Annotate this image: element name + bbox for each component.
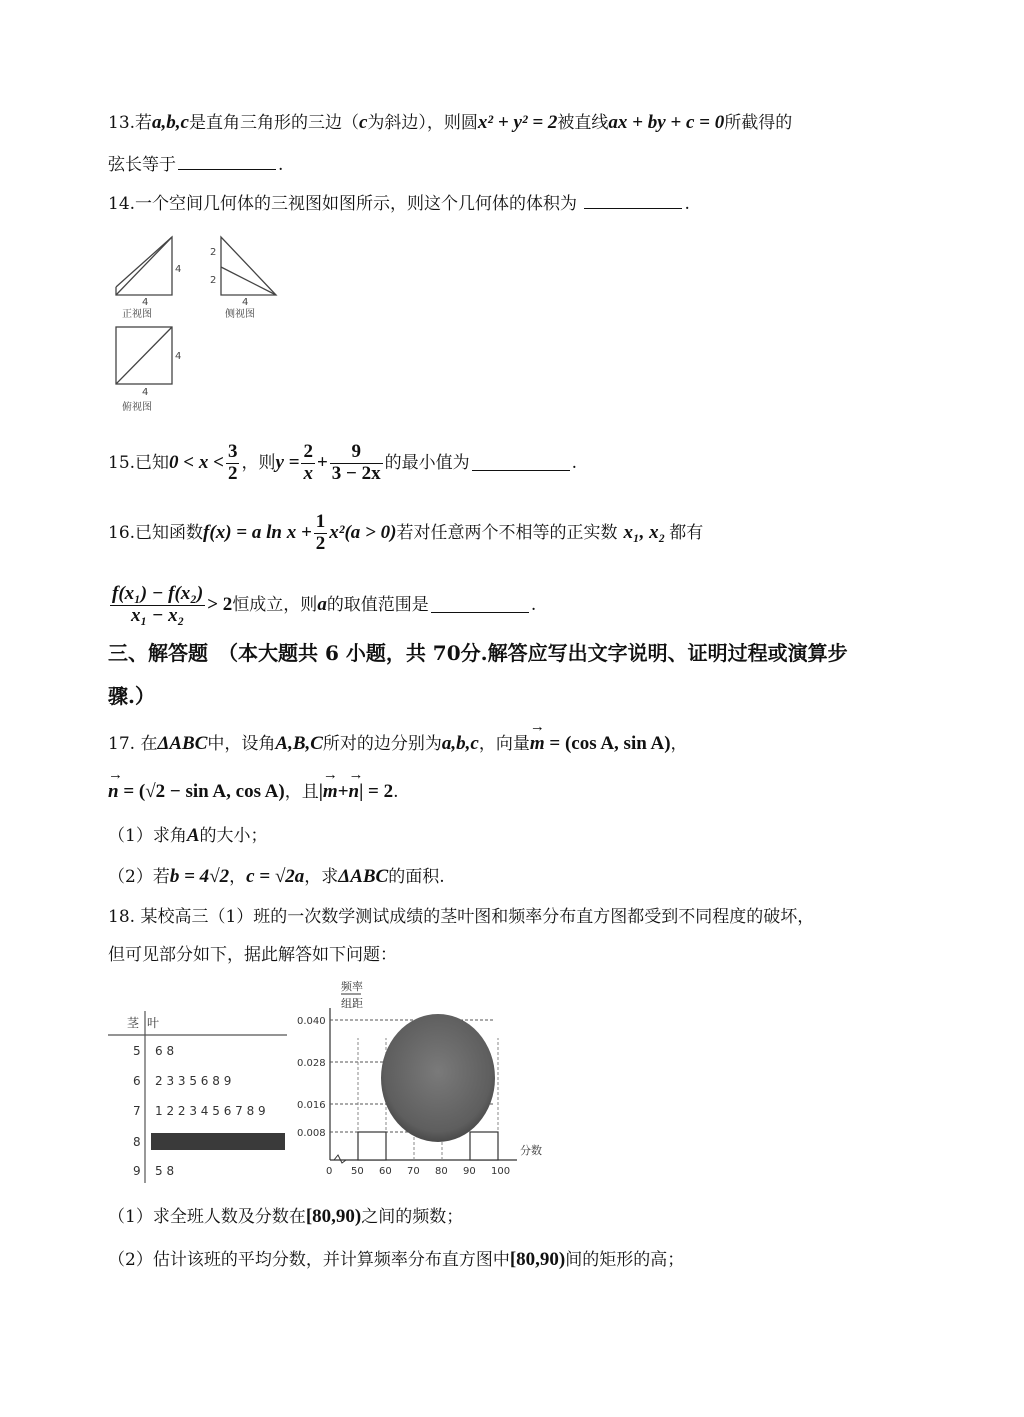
q13-text: 所截得的 (724, 113, 793, 133)
q16-math-a: a (317, 593, 327, 615)
q17-abs-open: | (318, 781, 323, 802)
stem-5: 5 (133, 1044, 141, 1058)
section-3-heading: 三、解答题 （本大题共 6 小题，共 70分.解答应写出文字说明、证明过程或演算步 (108, 641, 848, 665)
q14-three-views (100, 225, 300, 420)
q13-text: 若 (135, 113, 153, 133)
q13-answer-blank[interactable] (178, 154, 276, 170)
q17-line2 (108, 781, 399, 804)
q14-answer-blank[interactable] (584, 193, 682, 209)
q17-text: ， (670, 734, 688, 754)
q14-period: . (684, 194, 690, 214)
origin-label: 0 (326, 1166, 333, 1177)
q16-text: 都有 (669, 522, 704, 543)
q18-math-interval: [80,90) (509, 1249, 566, 1270)
y-tick-label: 0.008 (297, 1128, 326, 1139)
q13-text: 弦长等于 (108, 155, 176, 175)
q16-text: 的取值范围是 (326, 594, 429, 615)
q16-text: 已知函数 (135, 522, 204, 543)
leaves-5: 6 8 (155, 1044, 175, 1058)
q18-text: 求全班人数及分数在 (152, 1207, 306, 1227)
q16-math-function: f(x) = a ln x + (203, 521, 312, 543)
q18-text: 间的矩形的高； (565, 1250, 685, 1270)
q15-math-y: y = (275, 451, 300, 473)
q14-number: 14. (108, 194, 136, 214)
frac-numerator: 3 (227, 440, 238, 462)
q15-fraction-9 (330, 442, 383, 485)
top-view-caption: 俯视图 (122, 402, 152, 413)
frac-numerator: 2 (303, 440, 313, 462)
q17-vector-m: → m (530, 733, 545, 756)
q16-line1 (108, 507, 703, 559)
q18-text: 某校高三（1）班的一次数学测试成绩的茎叶图和频率分布直方图都受到不同程度的破坏， (140, 907, 815, 927)
q18-sub2 (108, 1249, 684, 1272)
stem-6: 6 (133, 1074, 141, 1088)
section-3-heading-cont: 骤.） (108, 684, 155, 708)
q13-text: 被直线 (557, 113, 609, 133)
stem-9: 9 (133, 1164, 141, 1178)
x-axis-label: 分数 (520, 1144, 542, 1157)
stem-7: 7 (133, 1104, 141, 1118)
q16-fraction-half (314, 512, 328, 555)
q17-vector-n: → n (108, 781, 119, 804)
q17-math-A: A (186, 825, 200, 846)
x-tick-label: 80 (435, 1166, 448, 1177)
q18-sub1 (108, 1206, 463, 1229)
q16-math-x2: x²(a > 0) (329, 521, 397, 543)
q17-text: ，求 (304, 867, 339, 887)
q17-text: ， (229, 867, 247, 887)
q13-math-circle: x² + y² = 2 (477, 112, 558, 133)
y-tick-label: 0.016 (297, 1100, 326, 1111)
q17-sub1 (108, 825, 268, 848)
front-view-height-label: 4 (175, 264, 182, 275)
q15-period: . (571, 452, 578, 473)
q18-sub2-number: （2） (108, 1250, 153, 1270)
frac-denominator: 2 (227, 462, 238, 484)
q17-sub1-number: （1） (108, 826, 153, 846)
x-tick-label: 90 (463, 1166, 476, 1177)
q18-sub1-number: （1） (108, 1207, 153, 1227)
q17-sub2 (108, 866, 445, 889)
q13-math-c: c (358, 112, 368, 133)
q17-text: ，且 (284, 782, 319, 802)
q15-fraction-2-x (301, 442, 315, 485)
q16-period: . (530, 594, 537, 615)
q17-math-b: b = 4√2 (169, 866, 230, 887)
q15-number: 15. (108, 452, 136, 473)
q13-line2 (108, 154, 283, 175)
top-view-height-label: 4 (175, 351, 182, 362)
frac-denominator: 3 − 2x (331, 462, 381, 484)
q16-text: 恒成立，则 (232, 594, 318, 615)
q13-text: 为斜边），则圆 (367, 113, 478, 133)
q13-text: 是直角三角形的三边（ (188, 113, 359, 133)
side-view-bottom-label: 2 (210, 275, 217, 286)
q17-math-vector-m-value: = (cos A, sin A) (544, 733, 671, 754)
y-axis-label-bottom: 组距 (341, 997, 363, 1010)
q17-text: 若 (152, 867, 170, 887)
q15-text: ，则 (241, 452, 276, 473)
q15-line (108, 437, 577, 489)
frac-numerator: 9 (330, 442, 383, 464)
front-view-width-label: 4 (142, 297, 149, 308)
q18-text: 之间的频数； (361, 1207, 464, 1227)
q16-difference-quotient (110, 584, 205, 627)
q18-line2: 但可见部分如下，据此解答如下问题： (108, 945, 397, 965)
q15-answer-blank[interactable] (472, 455, 570, 471)
y-axis-label-top: 频率 (341, 980, 363, 993)
q18-number: 18. (108, 907, 136, 927)
q13-math-abc: a,b,c (152, 112, 189, 133)
y-tick-label: 0.040 (297, 1016, 326, 1027)
q13-period: . (278, 155, 284, 175)
q17-math-vector-n-value: = (√2 − sin A, cos A) (118, 781, 285, 802)
damage-blot (381, 1014, 495, 1142)
q17-abs-vector-n: → n (349, 781, 360, 804)
q14-line (108, 193, 690, 214)
q13-math-line: ax + by + c = 0 (608, 112, 725, 133)
histogram-bar (470, 1132, 498, 1160)
q17-sub2-number: （2） (108, 867, 153, 887)
top-view-width-label: 4 (142, 387, 149, 398)
q18-line1 (108, 907, 814, 927)
x-tick-label: 50 (351, 1166, 364, 1177)
side-view (210, 237, 276, 320)
q17-math-angles: A,B,C (275, 733, 323, 754)
q16-math-x1x2: x₁, x₂ (623, 521, 666, 543)
leaf-header: 叶 (147, 1016, 160, 1030)
side-view-width-label: 4 (242, 297, 249, 308)
front-view-caption: 正视图 (122, 309, 152, 320)
q16-text: 若对任意两个不相等的正实数 (396, 522, 618, 543)
x-tick-label: 100 (491, 1166, 511, 1177)
y-tick-label: 0.028 (297, 1058, 326, 1069)
histogram-bar (358, 1132, 386, 1160)
q17-abs-plus: + (337, 781, 349, 802)
frequency-histogram (295, 978, 555, 1188)
top-view (116, 327, 181, 413)
q16-number: 16. (108, 522, 136, 543)
q17-text: 的大小； (199, 826, 268, 846)
q15-text: 的最小值为 (384, 452, 470, 473)
front-view (116, 237, 181, 320)
q18-math-interval: [80,90) (305, 1206, 362, 1227)
q17-text: 中，设角 (207, 734, 276, 754)
q17-text: 所对的边分别为 (322, 734, 442, 754)
leaves-7: 1 2 2 3 4 5 6 7 8 9 (155, 1104, 266, 1118)
q14-text: 一个空间几何体的三视图如图所示，则这个几何体的体积为 (135, 194, 578, 214)
q17-math-sides: a,b,c (441, 733, 479, 754)
q17-text: ，向量 (478, 734, 530, 754)
frac-numerator: 1 (315, 510, 326, 532)
q15-plus: + (316, 451, 328, 473)
frac-denominator: x (303, 462, 313, 484)
stem-leaf-plot (105, 1005, 295, 1185)
q16-math-gt2: > 2 (207, 593, 233, 615)
q17-math-triangle: ΔABC (157, 733, 208, 754)
q17-math-c: c = √2a (246, 866, 305, 887)
stem-header: 茎 (127, 1016, 140, 1030)
q13-line1 (108, 112, 792, 135)
frac-denominator: x₁ − x₂ (130, 604, 185, 626)
side-view-top-label: 2 (210, 247, 217, 258)
q17-number: 17. (108, 734, 136, 754)
damaged-leaves-8 (151, 1133, 285, 1150)
q17-period: . (393, 782, 399, 802)
q17-text: 求角 (152, 826, 187, 846)
x-tick-label: 70 (407, 1166, 420, 1177)
q17-math-triangle: ΔABC (338, 866, 389, 887)
frac-numerator: f(x₁) − f(x₂) (112, 582, 204, 604)
q17-abs-vector-m: → m (323, 781, 338, 804)
leaves-9: 5 8 (155, 1164, 175, 1178)
frac-denominator: 2 (315, 532, 326, 554)
q17-text: 的面积. (388, 867, 445, 887)
q18-text: 估计该班的平均分数，并计算频率分布直方图中 (152, 1250, 510, 1270)
x-tick-label: 60 (379, 1166, 392, 1177)
q17-line1 (108, 733, 688, 756)
q15-math-range: 0 < x < (169, 451, 224, 473)
q17-text: 在 (140, 734, 158, 754)
side-view-caption: 侧视图 (225, 309, 255, 320)
q15-text: 已知 (135, 452, 170, 473)
leaves-6: 2 3 3 5 6 8 9 (155, 1074, 232, 1088)
axis-break-mark (334, 1155, 346, 1163)
q17-abs-close: | = 2 (359, 781, 394, 802)
q16-answer-blank[interactable] (431, 597, 529, 613)
q13-number: 13. (108, 113, 136, 133)
q16-line2 (108, 577, 536, 633)
stem-8: 8 (133, 1135, 141, 1149)
q15-fraction-3-2 (226, 442, 240, 485)
